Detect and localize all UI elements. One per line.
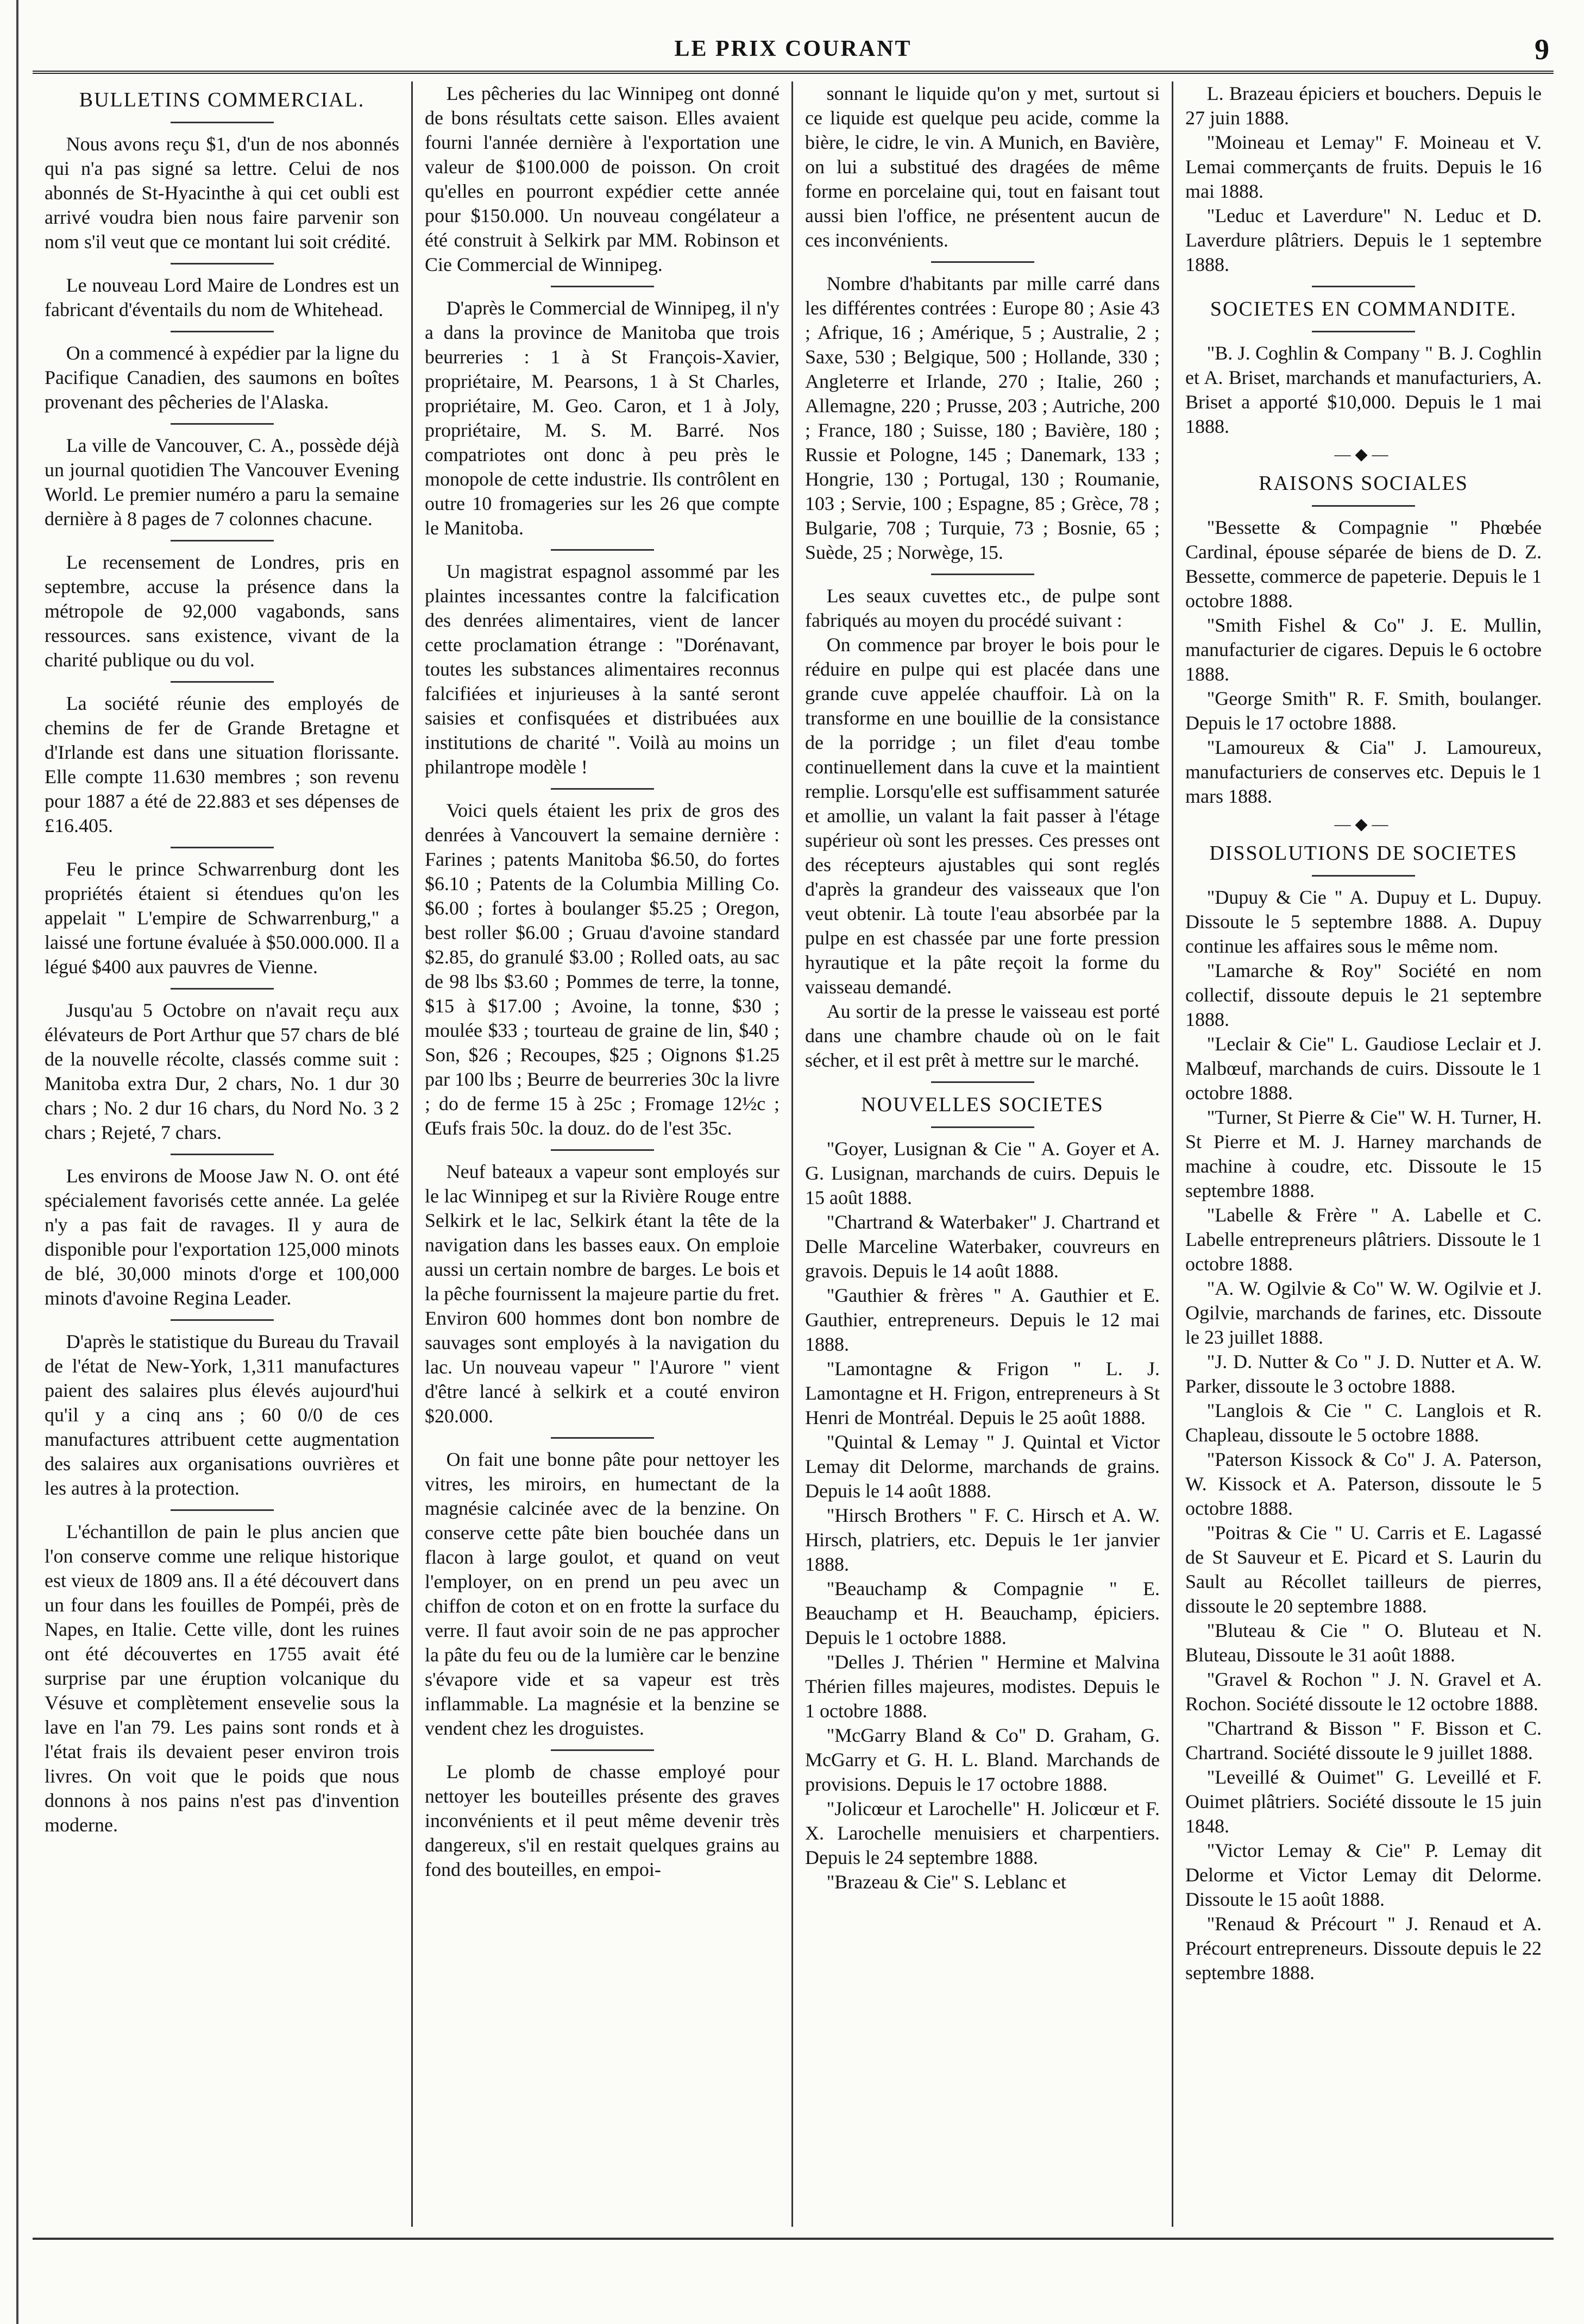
section-heading: SOCIETES EN COMMANDITE. (1210, 298, 1517, 320)
divider-rule (171, 423, 274, 425)
section-heading: BULLETINS COMMERCIAL. (79, 89, 365, 111)
column-3 (793, 81, 1173, 2227)
article-paragraph: "Turner, St Pierre & Cie" W. H. Turner, H. St Pierre et M. J. Harney marchands de machine à coudre, etc. Dissoute le 15 septembre 1888. (1185, 1106, 1542, 1201)
divider-rule (1312, 286, 1415, 287)
column-2 (413, 81, 793, 2227)
article-paragraph: La ville de Vancouver, C. A., possède déjà un journal quotidien The Vancouver Evening World. Le premier numéro a paru la semaine dernière à 8 pages de 7 colonnes chacune. (45, 434, 399, 530)
divider-rule (551, 1749, 654, 1751)
article-paragraph: "Goyer, Lusignan & Cie " A. Goyer et A. G. Lusignan, marchands de cuirs. Depuis le 15 août 1888. (805, 1138, 1160, 1208)
article-paragraph: "A. W. Ogilvie & Co" W. W. Ogilvie et J. Ogilvie, marchands de farines, etc. Dissoute le 23 juillet 1888. (1185, 1277, 1542, 1348)
article-paragraph: "Lamarche & Roy" Société en nom collectif, dissoute depuis le 21 septembre 1888. (1185, 960, 1542, 1030)
article-paragraph: "Delles J. Thérien " Hermine et Malvina Thérien filles majeures, modistes. Depuis le 1 octobre 1888. (805, 1651, 1160, 1722)
article-paragraph: D'après le Commercial de Winnipeg, il n'y a dans la province de Manitoba que trois beurreries : 1 à St François-Xavier, propriétaire, M. Pearsons, 1 à St Charles, propriétaire, M. Geo. Caron, et 1 à Joly, propriétaire, M. S. M. Barré. Nos compatriotes ont donc à peu près le monopole de cette industrie. Ils contrôlent en outre 10 fromageries sur les 26 que compte le Manitoba. (425, 297, 780, 539)
divider-rule (171, 540, 274, 541)
article-paragraph: "George Smith" R. F. Smith, boulanger. Depuis le 17 octobre 1888. (1185, 688, 1542, 734)
article-paragraph: Jusqu'au 5 Octobre on n'avait reçu aux élévateurs de Port Arthur que 57 chars de blé de la nouvelle récolte, classés comme suit : Manitoba extra Dur, 2 chars, No. 1 dur 30 chars ; No. 2 dur 16 chars, du Nord No. 3 2 chars ; Rejeté, 7 chars. (45, 999, 399, 1143)
article-paragraph: Nombre d'habitants par mille carré dans les différentes contrées : Europe 80 ; Asie 43 ; Afrique, 16 ; Amérique, 5 ; Australie, 2 ; Saxe, 530 ; Belgique, 500 ; Hollande, 330 ; Angleterre et Irlande, 270 ; Italie, 260 ; Allemagne, 220 ; Prusse, 203 ; Autriche, 200 ; France, 180 ; Suisse, 180 ; Bavière, 180 ; Russie et Pologne, 145 ; Danemark, 133 ; Hongrie, 130 ; Portugal, 130 ; Roumanie, 103 ; Servie, 100 ; Espagne, 85 ; Grèce, 78 ; Bulgarie, 708 ; Turquie, 73 ; Bosnie, 65 ; Suède, 25 ; Norwège, 15. (805, 273, 1160, 563)
article-paragraph: "Victor Lemay & Cie" P. Lemay dit Delorme et Victor Lemay dit Delorme. Dissoute le 15 août 1888. (1185, 1840, 1542, 1910)
article-paragraph: Le recensement de Londres, pris en septembre, accuse la présence dans la métropole de 92,000 vagabonds, sans ressources. sans existence, vivant de la charité publique ou du vol. (45, 551, 399, 671)
article-paragraph: Les environs de Moose Jaw N. O. ont été spécialement favorisés cette année. La gelée n'y a pas fait de ravages. Il y aura de disponible pour l'exportation 125,000 minots de blé, 30,000 minots d'orge et 100,000 minots d'avoine Regina Leader. (45, 1165, 399, 1309)
article-paragraph: "Moineau et Lemay" F. Moineau et V. Lemai commerçants de fruits. Depuis le 16 mai 1888. (1185, 131, 1542, 202)
section-heading: RAISONS SOCIALES (1259, 472, 1468, 495)
article-paragraph: "Poitras & Cie " U. Carris et E. Lagassé de St Sauveur et E. Picard et S. Laurin du Sault au Récollet tailleurs de pierres, dissoute le 20 septembre 1888. (1185, 1522, 1542, 1617)
page-left-edge (16, 0, 18, 2324)
divider-rule (171, 1319, 274, 1321)
article-paragraph: "Chartrand & Waterbaker" J. Chartrand et Delle Marceline Waterbaker, couvreurs en gravois. Depuis le 14 août 1888. (805, 1211, 1160, 1282)
article-paragraph: "Labelle & Frère " A. Labelle et C. Labelle entrepreneurs plâtriers. Dissoute le 1 octobre 1888. (1185, 1204, 1542, 1275)
article-paragraph: "Chartrand & Bisson " F. Bisson et C. Chartrand. Société dissoute le 9 juillet 1888. (1185, 1717, 1542, 1764)
article-paragraph: "Leveillé & Ouimet" G. Leveillé et F. Ouimet plâtriers. Société dissoute le 15 juin 1848. (1185, 1766, 1542, 1837)
article-paragraph: "Gauthier & frères " A. Gauthier et E. Gauthier, entrepreneurs. Depuis le 12 mai 1888. (805, 1284, 1160, 1355)
footer-rule (33, 2238, 1554, 2240)
article-paragraph: "Dupuy & Cie " A. Dupuy et L. Dupuy. Dissoute le 5 septembre 1888. A. Dupuy continue les affaires sous le même nom. (1185, 886, 1542, 957)
article-paragraph: "Bessette & Compagnie " Phœbée Cardinal, épouse séparée de biens de D. Z. Bessette, commerce de papeterie. Depuis le 1 octobre 1888. (1185, 517, 1542, 612)
section-heading: NOUVELLES SOCIETES (861, 1093, 1104, 1116)
article-paragraph: Le nouveau Lord Maire de Londres est un fabricant d'éventails du nom de Whitehead. (45, 274, 399, 320)
page-number: 9 (1535, 33, 1549, 66)
article-paragraph: Voici quels étaient les prix de gros des denrées à Vancouvert la semaine dernière : Farines ; patents Manitoba $6.50, do fortes $6.10 ; Patents de la Columbia Milling Co. $6.00 ; fortes à boulanger $5.25 ; Oregon, best roller $6.00 ; Gruau d'avoine standard $2.85, do granulé $3.00 ; Rolled oats, au sac de 98 lbs $3.60 ; Pommes de terre, la tonne, $15 à $17.00 ; Avoine, la tonne, $30 ; moulée $33 ; tourteau de graine de lin, $40 ; Son, $26 ; Recoupes, $25 ; Oignons $1.25 par 100 lbs ; Beurre de beurreries 30c la livre ; do de ferme 15 à 25c ; Fromage 12½c ; Œufs frais 50c. la douz. do de l'est 35c. (425, 799, 780, 1139)
divider-rule (171, 263, 274, 264)
article-paragraph: On commence par broyer le bois pour le réduire en pulpe qui est placée dans une grande cuve appelée chauffoir. Là on la transforme en une bouillie de la consistance de la porridge ; un filet d'eau tombe continuellement dans la cuve et la maintient remplie. Lorsqu'elle est suffisamment saturée et amollie, un valant la fait passer à l'étage supérieur où sont les presses. Ces presses ont des récepteurs ajustables qui sont reglés d'après la grandeur des vaisseaux que l'on veut obtenir. Là toute l'eau absorbée par la pulpe en est chassée par une forte pression hyrautique et la pâte reçoit la forme du vaisseau demandé. (805, 634, 1160, 998)
article-paragraph: "Bluteau & Cie " O. Bluteau et N. Bluteau, Dissoute le 31 août 1888. (1185, 1620, 1542, 1666)
divider-rule (931, 574, 1034, 575)
article-paragraph: On fait une bonne pâte pour nettoyer les vitres, les miroirs, en humectant de la magnésie calcinée avec de la benzine. On conserve cette pâte bien bouchée dans un flacon à large goulot, et quand on veut l'employer, on en prend un peu avec un chiffon de coton et on en frotte la surface du verre. Il faut avoir soin de ne pas approcher la pâte du feu ou de la lumière car le benzine s'évapore vide et sa vapeur est très inflammable. La magnésie et la benzine se vendent chez les droguistes. (425, 1448, 780, 1739)
divider-rule (551, 286, 654, 287)
divider-rule (551, 788, 654, 790)
article-paragraph: "Renaud & Précourt " J. Renaud et A. Précourt entrepreneurs. Dissoute depuis le 22 septembre 1888. (1185, 1913, 1542, 1983)
article-paragraph: L. Brazeau épiciers et bouchers. Depuis le 27 juin 1888. (1185, 83, 1542, 129)
divider-rule (1312, 331, 1415, 332)
article-paragraph: "Jolicœur et Larochelle" H. Jolicœur et F. X. Larochelle menuisiers et charpentiers. Depuis le 24 septembre 1888. (805, 1798, 1160, 1868)
ornament-divider: —◆— (1334, 445, 1393, 463)
divider-rule (931, 1081, 1034, 1083)
divider-rule (171, 122, 274, 123)
divider-rule (551, 549, 654, 551)
article-paragraph: "Smith Fishel & Co" J. E. Mullin, manufacturier de cigares. Depuis le 6 octobre 1888. (1185, 614, 1542, 685)
article-paragraph: "Lamoureux & Cia" J. Lamoureux, manufacturiers de conserves etc. Depuis le 1 mars 1888. (1185, 736, 1542, 807)
article-paragraph: "Quintal & Lemay " J. Quintal et Victor Lemay dit Delorme, marchands de grains. Depuis le 14 août 1888. (805, 1431, 1160, 1502)
article-paragraph: "Lamontagne & Frigon " L. J. Lamontagne et H. Frigon, entrepreneurs à St Henri de Montréal. Depuis le 25 août 1888. (805, 1358, 1160, 1428)
article-paragraph: Les seaux cuvettes etc., de pulpe sont fabriqués au moyen du procédé suivant : (805, 585, 1160, 631)
article-paragraph: "Leduc et Laverdure" N. Leduc et D. Laverdure plâtriers. Depuis le 1 septembre 1888. (1185, 205, 1542, 275)
divider-rule (171, 331, 274, 332)
article-paragraph: "J. D. Nutter & Co " J. D. Nutter et A. W. Parker, dissoute le 3 octobre 1888. (1185, 1351, 1542, 1397)
article-paragraph: "Leclair & Cie" L. Gaudiose Leclair et J. Malbœuf, marchands de cuirs. Dissoute le 1 octobre 1888. (1185, 1033, 1542, 1104)
divider-rule (551, 1437, 654, 1439)
article-paragraph: Un magistrat espagnol assommé par les plaintes incessantes contre la falcification des denrées alimentaires, vient de lancer cette proclamation étrange : "Dorénavant, toutes les substances alimentaires reconnus falcifiées et injurieuses à la santé seront saisies et confisquées et distribuées aux institutions de charité ". Voilà au moins un philantrope modèle ! (425, 560, 780, 778)
article-paragraph: Feu le prince Schwarrenburg dont les propriétés étaient si étendues qu'on les appelait " L'empire de Schwarrenburg," a laissé une fortune évaluée à $50.000.000. Il a légué $400 aux pauvres de Vienne. (45, 858, 399, 978)
divider-rule (171, 681, 274, 683)
divider-rule (171, 847, 274, 848)
column-4 (1173, 81, 1554, 2227)
article-paragraph: "Brazeau & Cie" S. Leblanc et (826, 1871, 1066, 1893)
article-paragraph: "Beauchamp & Compagnie " E. Beauchamp et H. Beauchamp, épiciers. Depuis le 1 octobre 1888. (805, 1578, 1160, 1648)
article-paragraph: Au sortir de la presse le vaisseau est porté dans une chambre chaude où on le fait sécher, et il est prêt à mettre sur le marché. (805, 1000, 1160, 1071)
column-1 (33, 81, 413, 2227)
divider-rule (931, 261, 1034, 263)
divider-rule (171, 1509, 274, 1511)
article-paragraph: Nous avons reçu $1, d'un de nos abonnés qui n'a pas signé sa lettre. Celui de nos abonnés de St-Hyacinthe à qui cet oubli est arrivé voudra bien nous faire parvenir son nom s'il veut que ce montant lui soit crédité. (45, 133, 399, 253)
divider-rule (1312, 875, 1415, 877)
newspaper-title: LE PRIX COURANT (674, 36, 912, 61)
divider-rule (1312, 505, 1415, 507)
article-paragraph: L'échantillon de pain le plus ancien que l'on conserve comme une relique historique est vieux de 1809 ans. Il a été découvert dans un four dans les fouilles de Pompéi, près de Napes, en Italie. Cette ville, dont les ruines ont été découvertes en 1755 avait été surprise par une éruption volcanique du Vésuve et complètement ensevelie sous la lave en l'an 79. Les pains sont ronds et à l'état frais ils devaient peser environ trois livres. On voit que le poids que nous donnons à nos pains n'est pas d'invention moderne. (45, 1521, 399, 1836)
divider-rule (931, 1126, 1034, 1128)
article-columns (33, 81, 1554, 2227)
section-heading: DISSOLUTIONS DE SOCIETES (1209, 842, 1518, 865)
divider-rule (551, 1149, 654, 1151)
article-paragraph: La société réunie des employés de chemins de fer de Grande Bretagne et d'Irlande est dans une situation florissante. Elle compte 11.630 membres ; son revenu pour 1887 a été de 22.883 et ses dépenses de £16.405. (45, 692, 399, 836)
article-paragraph: "McGarry Bland & Co" D. Graham, G. McGarry et G. H. L. Bland. Marchands de provisions. Depuis le 17 octobre 1888. (805, 1724, 1160, 1795)
article-paragraph: D'après le statistique du Bureau du Travail de l'état de New-York, 1,311 manufactures paient des salaires plus élevés aujourd'hui qu'il y a cinq ans ; 60 0/0 de ces manufactures attribuent cette augmentation des salaires aux organisations ouvrières et les autres à la protection. (45, 1331, 399, 1499)
divider-rule (171, 1154, 274, 1155)
article-paragraph: Le plomb de chasse employé pour nettoyer les bouteilles présente des graves inconvénients et il peut même devenir très dangereux, s'il en restait quelques grains au fond des bouteilles, en empoi- (425, 1761, 780, 1880)
article-paragraph: "Paterson Kissock & Co" J. A. Paterson, W. Kissock et A. Paterson, dissoute le 5 octobre 1888. (1185, 1448, 1542, 1519)
article-paragraph: "B. J. Coghlin & Company " B. J. Coghlin et A. Briset, marchands et manufacturiers, A. Briset a apporté $10,000. Depuis le 1 mai 1888. (1185, 342, 1542, 437)
divider-rule (171, 988, 274, 990)
ornament-divider: —◆— (1334, 815, 1393, 833)
article-paragraph: sonnant le liquide qu'on y met, surtout si ce liquide est quelque peu acide, comme la bière, le cidre, le vin. A Munich, en Bavière, on lui a substitué des dragées de même forme en porcelaine qui, tout en faisant tout aussi bien l'office, ne présentent aucun de ces inconvénients. (805, 83, 1160, 251)
article-paragraph: On a commencé à expédier par la ligne du Pacifique Canadien, des saumons en boîtes provenant des pêcheries de l'Alaska. (45, 342, 399, 413)
article-paragraph: Les pêcheries du lac Winnipeg ont donné de bons résultats cette saison. Elles avaient fourni l'année dernière à l'exportation une valeur de $100.000 de poisson. On croit qu'elles en pourront expédier cette année pour $150.000. Un nouveau congélateur a été construit à Selkirk par MM. Robinson et Cie Commercial de Winnipeg. (425, 83, 780, 275)
page-header (33, 16, 1554, 74)
article-paragraph: "Gravel & Rochon " J. N. Gravel et A. Rochon. Société dissoute le 12 octobre 1888. (1185, 1668, 1542, 1715)
article-paragraph: Neuf bateaux a vapeur sont employés sur le lac Winnipeg et sur la Rivière Rouge entre Selkirk et le lac, Selkirk étant la tête de la navigation dans les basses eaux. On emploie aussi un certain nombre de barges. Le bois et la pêche fournissent la majeure partie du fret. Environ 600 hommes dont bon nombre de sauvages sont employés à la navigation du lac. Un nouveau vapeur " l'Aurore " vient d'être lancé à selkirk et a couté environ $20.000. (425, 1161, 780, 1427)
article-paragraph: "Langlois & Cie " C. Langlois et R. Chapleau, dissoute le 5 octobre 1888. (1185, 1400, 1542, 1446)
article-paragraph: "Hirsch Brothers " F. C. Hirsch et A. W. Hirsch, platriers, etc. Depuis le 1er janvier 1888. (805, 1504, 1160, 1575)
